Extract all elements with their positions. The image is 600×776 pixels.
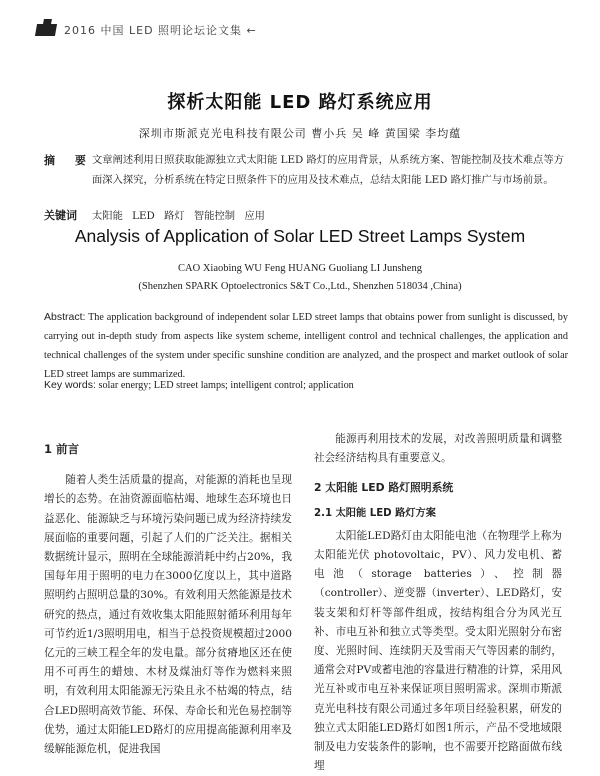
section-2-1-heading: 2.1 太阳能 LED 路灯方案: [314, 507, 436, 519]
publication-logo-icon: [35, 24, 57, 36]
authors-en: CAO Xiaobing WU Feng HUANG Guoliang LI Junsheng: [178, 263, 422, 274]
keywords-en: [44, 379, 568, 391]
right-column: [314, 430, 562, 776]
abstract-en-text: The application background of independent solar LED street lamps that obtains power from sunlight is discussed, by carrying out in-depth study from aspects like system scheme, intelligent control and technical challenges, the application and technical challenges of the system under specific sunshine condition are analyzed, and the prospect and market outlook of solar LED street lamps are summarized.: [44, 312, 568, 380]
section-2-1-paragraph: 太阳能LED路灯由太阳能电池（在物理学上称为太阳能光伏 photovoltaic，PV）、风力发电机、蓄电池（storage batteries）、控制器（controller）、逆变器（inverter）、LED路灯，安装支架和灯杆等部件组成，按结构组合分为风光互补、市电互补和独立式等类型。受太阳光照射分布密度、光照时间、连续阴天及雪雨天气等因素的制约，通常会对PV或蓄电池的容量进行精准的计算，采用风光互补或市电互补来保证项目照明需求。深圳市斯派克光电科技有限公司通过多年项目经验积累，研发的独立式太阳能LED路灯如图1所示，产品不受地域限制及电力安装条件的影响，也不需要开挖路面做布线埋: [314, 529, 562, 773]
section-2-heading: 2 太阳能 LED 路灯照明系统: [314, 481, 454, 495]
keywords-en-label: Key words:: [44, 379, 96, 391]
continued-paragraph: 能源再利用技术的发展，对改善照明质量和调整社会经济结构具有重要意义。: [314, 433, 562, 465]
paper-title-cn: 探析太阳能 LED 路灯系统应用: [167, 92, 433, 113]
keywords-cn: 太阳能 LED 路灯 智能控制 应用: [92, 210, 265, 222]
abstract-cn: 文章阐述利用日照获取能源独立式太阳能 LED 路灯的应用背景，从系统方案、智能控制及技术难点等方面深入探究，分析系统在特定日照条件下的应用及技术难点，总结太阳能 LED 路灯推广与市场前景。: [92, 154, 564, 186]
abstract-en-label: Abstract:: [44, 311, 86, 323]
keywords-en-text: solar energy; LED street lamps; intelligent control; application: [98, 380, 354, 391]
section-1-heading: 1 前言: [44, 442, 80, 456]
abstract-cn-label: 摘 要: [44, 154, 94, 167]
running-header: [36, 20, 336, 44]
section-1-paragraph: 随着人类生活质量的提高，对能源的消耗也呈现增长的态势。在油资源面临枯竭、地球生态环境也日益恶化、能源缺乏与环境污染问题已成为经济持续发展面临的重要问题，引起了人们的广泛关注。据相关数据统计显示，照明在全球能源消耗中约占20%，我国每年用于照明的电力在3000亿度以上，其中道路照明约占照明总量的30%。有效利用天然能源是技术研究的热点，通过有效收集太阳能照射循环利用每年可节约近1/3照明用电，相当于总投资规模超过2000亿元的三峡工程全年的发电量。部分贫瘠地区还在使用不可再生的蜡烛、木材及煤油灯等作为燃料来照明，有效利用太阳能源无污染且永不枯竭的特点，结合LED照明高效节能、环保、寿命长和光色易控制等优势，通过太阳能LED路灯的应用提高能源利用率及缓解能源危机，促进我国: [44, 474, 292, 756]
keywords-cn-label: 关键词: [44, 209, 77, 222]
running-title: 2016 中国 LED 照明论坛论文集 ←: [64, 24, 257, 37]
paper-title-en: Analysis of Application of Solar LED Street Lamps System: [74, 226, 526, 246]
authors-cn: 深圳市斯派克光电科技有限公司 曹小兵 吴 峰 黄国梁 李均蕴: [138, 127, 462, 140]
abstract-en: [44, 308, 568, 384]
affiliation-en: (Shenzhen SPARK Optoelectronics S&T Co.,Ltd., Shenzhen 518034 ,China): [138, 281, 462, 292]
left-column: [44, 430, 292, 759]
